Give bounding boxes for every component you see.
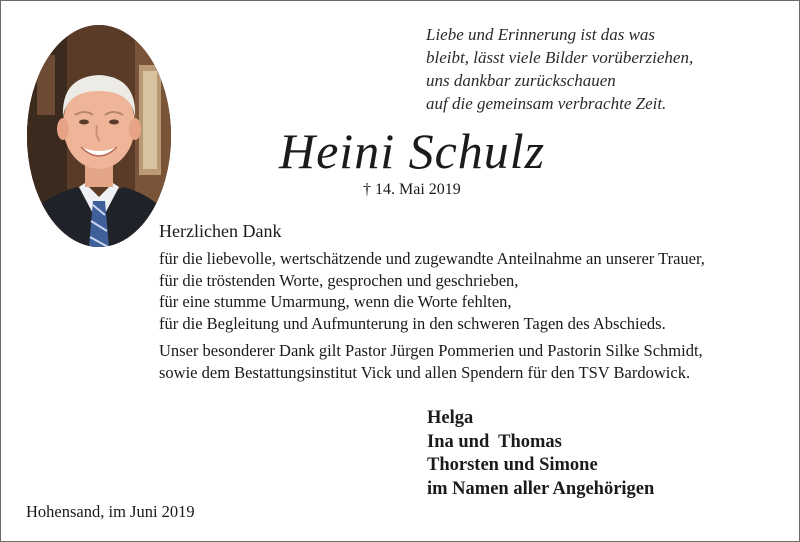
thanks-reason-line: für die Begleitung und Aufmunterung in den schweren Tagen des Abschieds.: [159, 313, 666, 333]
poem-line: bleibt, lässt viele Bilder vorüberziehen,: [426, 48, 694, 67]
thanks-reason-line: für eine stumme Umarmung, wenn die Worte fehlten,: [159, 292, 512, 311]
special-thanks-line: Unser besonderer Dank gilt Pastor Jürgen Pommerien und Pastorin Silke Schmidt,: [159, 341, 703, 360]
portrait-photo: [27, 25, 171, 247]
family-name-line: im Namen aller Angehörigen: [427, 478, 655, 499]
thanks-reasons: [159, 248, 705, 334]
thanks-reason-line: für die tröstenden Worte, gesprochen und geschrieben,: [159, 270, 519, 290]
family-signature: [427, 407, 654, 501]
special-thanks: [159, 340, 703, 383]
poem-line: Liebe und Erinnerung ist das was: [426, 25, 656, 44]
portrait-illustration: [27, 25, 171, 247]
thanks-heading: Herzlichen Dank: [159, 221, 282, 241]
memorial-poem: [426, 23, 693, 115]
deceased-name: Heini Schulz: [279, 123, 546, 179]
death-date: † 14. Mai 2019: [363, 181, 461, 198]
family-name-line: Helga: [427, 408, 474, 428]
thanks-reason-line: für die liebevolle, wertschätzende und zugewandte Anteilnahme an unserer Trauer,: [159, 249, 705, 268]
family-name-line: Ina und Thomas: [427, 431, 562, 452]
poem-line: auf die gemeinsam verbrachte Zeit.: [426, 94, 667, 113]
place-and-date: Hohensand, im Juni 2019: [26, 502, 195, 521]
poem-line: uns dankbar zurückschauen: [426, 71, 616, 90]
family-name-line: Thorsten und Simone: [427, 455, 598, 475]
special-thanks-line: sowie dem Bestattungsinstitut Vick und allen Spendern für den TSV Bardowick.: [159, 362, 691, 382]
